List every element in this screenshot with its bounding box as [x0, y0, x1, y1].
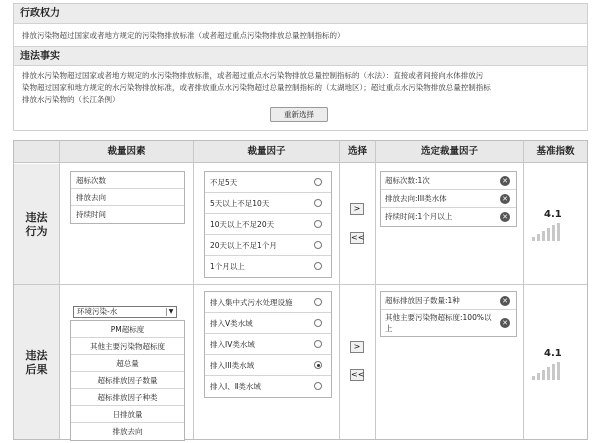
factor-item[interactable]: 排放去向 — [71, 189, 184, 206]
radio-button[interactable] — [314, 382, 322, 390]
selected-label: 排放去向:III类水体 — [385, 194, 447, 203]
fact-line-3: 排放水污染物的（长江条例） — [22, 95, 120, 104]
factor-item[interactable]: 超标排放因子数量 — [71, 372, 184, 389]
selected-label: 其他主要污染物超标度:100%以上 — [385, 313, 492, 333]
option-list-behavior — [204, 171, 332, 278]
option-label: 排入集中式污水处理设施 — [210, 298, 293, 307]
add-factor-button[interactable]: > — [350, 203, 364, 215]
reselect-button[interactable]: 重新选择 — [270, 107, 328, 122]
index-value: 4.1 — [544, 348, 562, 359]
dropdown-value: 环境污染-水 — [77, 307, 118, 316]
radio-button[interactable] — [314, 220, 322, 228]
selected-list-consequence — [380, 291, 517, 337]
divider — [14, 284, 587, 285]
header-select: 选择 — [340, 141, 375, 163]
fact-title: 违法事实 — [14, 46, 587, 66]
option-item[interactable] — [205, 172, 331, 193]
factor-item[interactable]: 其他主要污染物超标度 — [71, 338, 184, 355]
option-item[interactable] — [205, 193, 331, 214]
signal-bars-icon — [532, 362, 560, 380]
factor-list-behavior — [70, 171, 185, 224]
option-label: 排入III类水域 — [210, 361, 255, 370]
selected-list-behavior — [380, 171, 517, 227]
factor-item[interactable]: 排放去向 — [112, 427, 143, 436]
selected-item — [381, 208, 516, 226]
discretion-grid — [13, 140, 588, 440]
selected-item — [381, 292, 516, 310]
close-circle-icon[interactable]: ✕ — [500, 194, 510, 204]
option-label: 10天以上不足20天 — [210, 220, 275, 229]
factor-item[interactable]: 日排放量 — [71, 406, 184, 423]
option-item[interactable] — [205, 256, 331, 277]
factor-item[interactable]: 超标次数 — [71, 172, 184, 189]
option-item[interactable] — [205, 313, 331, 334]
factor-items — [70, 320, 185, 441]
divider — [375, 141, 376, 439]
row-label-consequence — [14, 285, 59, 439]
close-circle-icon[interactable]: ✕ — [500, 318, 510, 328]
radio-button[interactable] — [314, 319, 322, 327]
close-circle-icon[interactable]: ✕ — [500, 212, 510, 222]
radio-button[interactable] — [314, 298, 322, 306]
signal-bars-icon — [532, 223, 560, 241]
close-circle-icon[interactable]: ✕ — [500, 296, 510, 306]
factor-item[interactable]: 持续时间 — [76, 210, 106, 219]
row-label-line: 违法 — [25, 211, 48, 224]
index-value: 4.1 — [544, 209, 562, 220]
radio-button[interactable] — [314, 340, 322, 348]
radio-button[interactable] — [314, 262, 322, 270]
radio-button[interactable] — [314, 361, 322, 369]
remove-all-button[interactable]: << — [351, 370, 365, 379]
header-index: 基准指数 — [524, 141, 587, 163]
remove-all-button[interactable]: << — [351, 233, 365, 242]
selected-item — [381, 172, 516, 190]
selected-item — [381, 190, 516, 208]
selected-label: 超标次数:1次 — [385, 176, 430, 185]
factor-list-consequence — [70, 303, 185, 441]
row-label-behavior — [14, 164, 59, 284]
row-label-line: 行为 — [25, 225, 48, 238]
close-circle-icon[interactable]: ✕ — [500, 176, 510, 186]
selected-label: 持续时间:1个月以上 — [385, 212, 453, 221]
header-factor: 裁量因素 — [60, 141, 193, 163]
option-label: 1个月以上 — [210, 262, 245, 271]
option-label: 排入IV类水域 — [210, 340, 255, 349]
radio-button[interactable] — [314, 199, 322, 207]
option-label: 20天以上不足1个月 — [210, 241, 277, 250]
header-blank — [14, 141, 59, 163]
option-label: 不足5天 — [210, 178, 238, 187]
option-item[interactable] — [205, 292, 331, 313]
divider — [193, 141, 194, 439]
divider — [59, 141, 60, 439]
header-option: 裁量因子 — [194, 141, 339, 163]
option-item[interactable] — [205, 355, 331, 376]
option-label: 5天以上不足10天 — [210, 199, 270, 208]
chevron-down-icon[interactable]: ▼ — [166, 308, 175, 316]
option-item[interactable] — [205, 334, 331, 355]
option-item[interactable] — [205, 235, 331, 256]
radio-button[interactable] — [314, 178, 322, 186]
power-title: 行政权力 — [14, 4, 587, 24]
option-item[interactable] — [205, 214, 331, 235]
option-label: 排入Ⅰ、Ⅱ类水域 — [210, 382, 261, 391]
factor-item[interactable]: 超总量 — [71, 355, 184, 372]
row-label-line: 违法 — [25, 349, 48, 362]
divider — [523, 141, 524, 439]
radio-button[interactable] — [314, 241, 322, 249]
option-item[interactable] — [205, 376, 331, 397]
fact-line-1: 排放水污染物超过国家或者地方规定的水污染物排放标准，或者超过重点水污染物排放总量控制指标的（水法）：直接或者间接向水体排放污 — [22, 71, 484, 80]
row-label-line: 后果 — [25, 363, 48, 376]
power-text: 排放污染物超过国家或者地方规定的污染物排放标准（或者超过重点污染物排放总量控制指标的） — [22, 31, 345, 40]
option-label: 排入V类水域 — [210, 319, 253, 328]
category-dropdown[interactable] — [73, 306, 177, 318]
selected-item — [381, 310, 516, 336]
factor-item[interactable]: PM超标度 — [71, 321, 184, 338]
factor-item[interactable]: 超标排放因子种类 — [71, 389, 184, 406]
selected-label: 超标排放因子数量:1种 — [385, 296, 460, 305]
divider — [339, 141, 340, 439]
add-factor-button[interactable]: > — [350, 341, 364, 353]
option-list-consequence — [204, 291, 332, 398]
fact-text — [14, 66, 587, 111]
header-selected: 选定裁量因子 — [376, 141, 523, 163]
fact-line-2: 染物超过国家和地方规定的水污染物排放标准，或者排放重点水污染物超过总量控制指标的（太湖地区）；超过重点水污染物排放总量控制指标 — [22, 83, 491, 92]
